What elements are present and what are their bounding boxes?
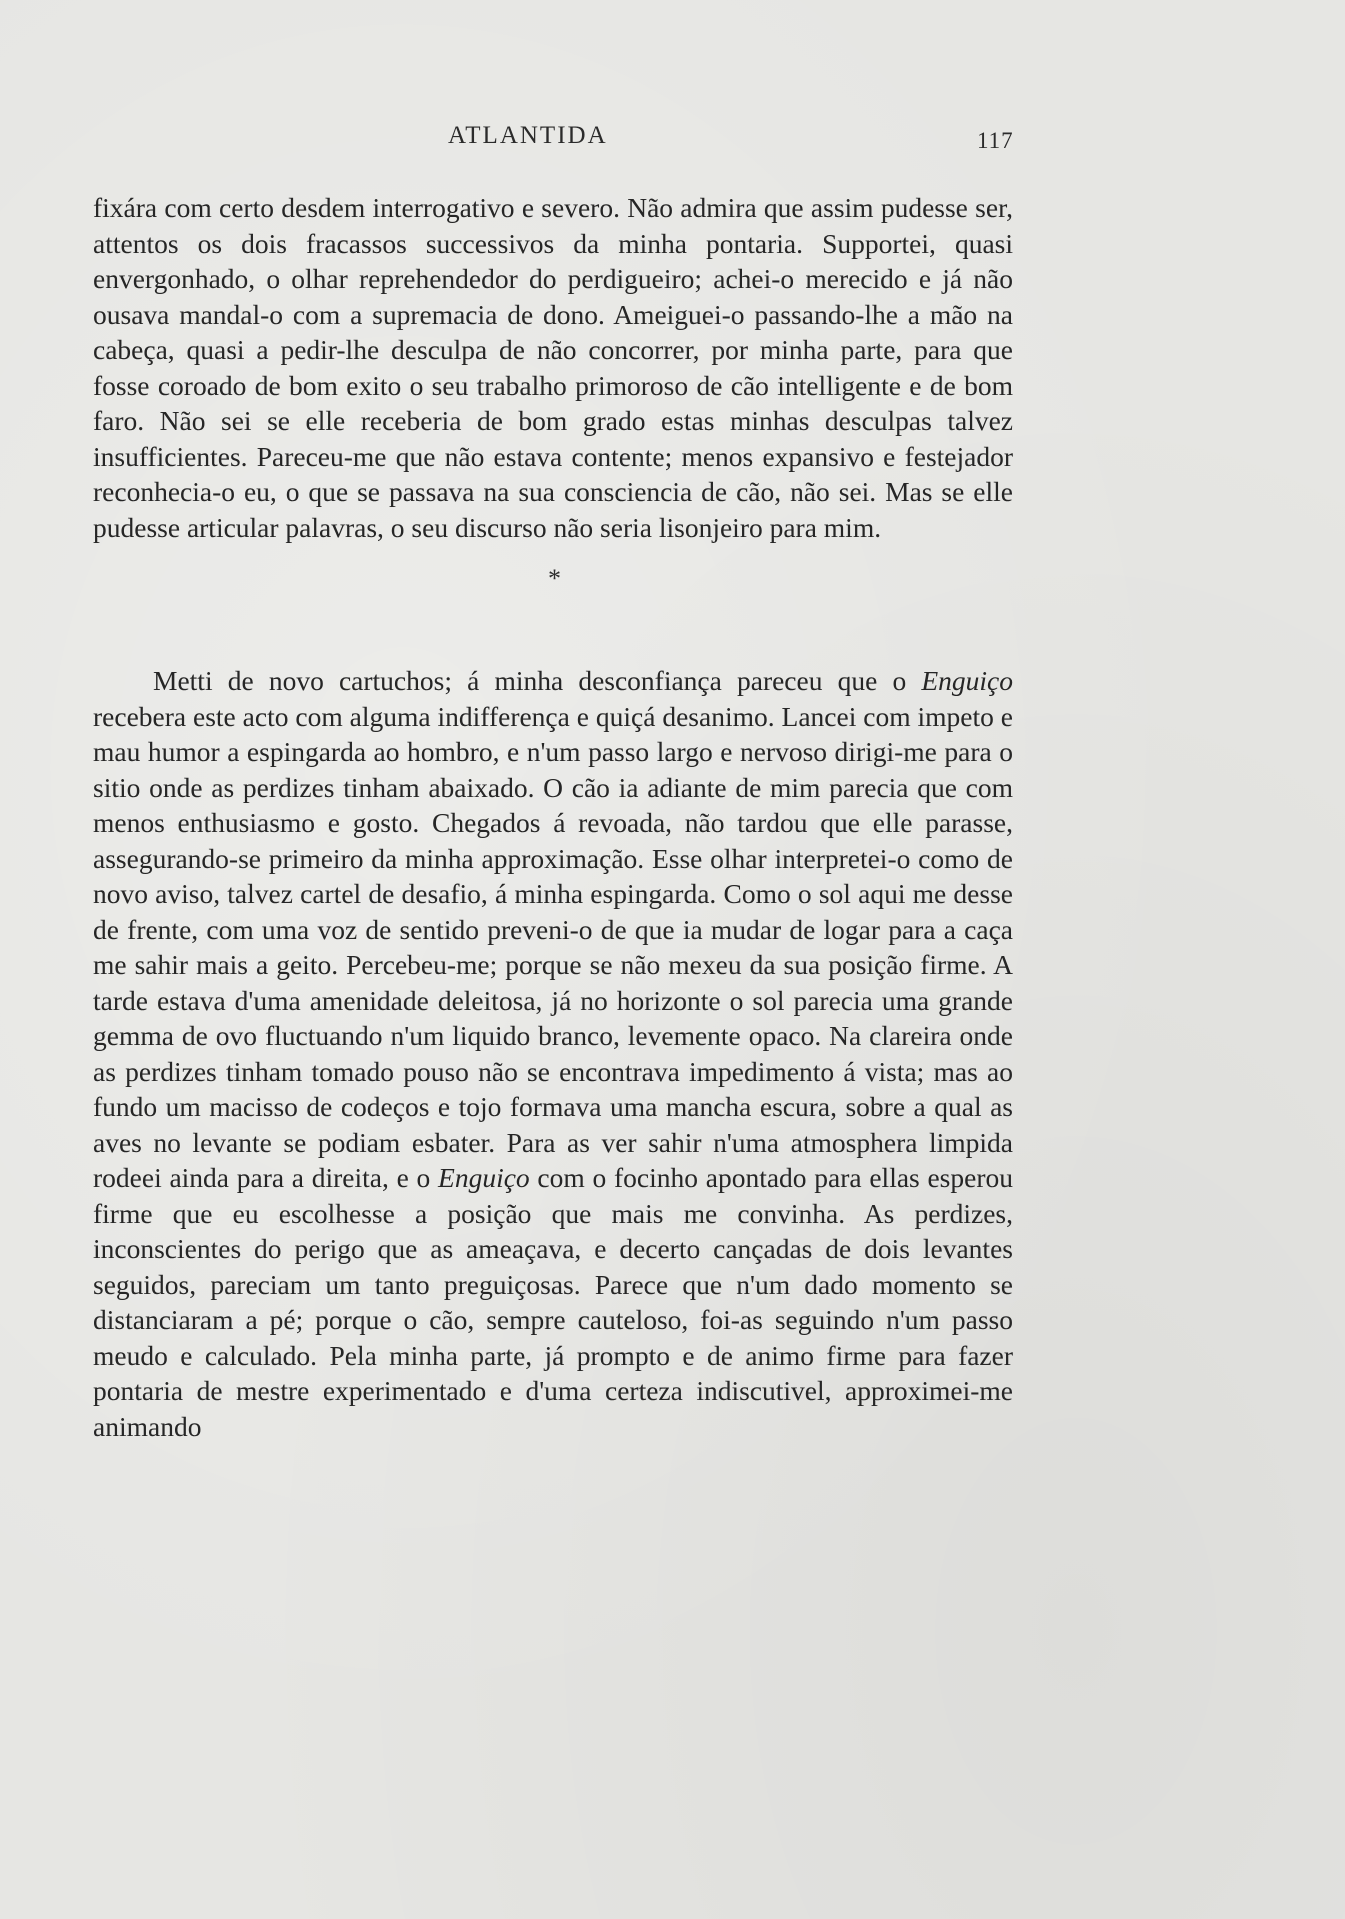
body-text: [93, 190, 1013, 1444]
dog-name-italic: Enguiço: [921, 665, 1013, 696]
dog-name-italic: Enguiço: [438, 1162, 530, 1193]
paragraph-text: recebera este acto com alguma indifferença e quiçá desanimo. Lancei com impeto e mau humor a espingarda ao hombro, e n'um passo largo e nervoso dirigi-me para o sitio onde as perdizes tinham abaixado. O cão ia adiante de mim parecia que com menos enthusiasmo e gosto. Chegados á revoada, não tardou que elle parasse, assegurando-se primeiro da minha approximação. Esse olhar interpretei-o como de novo aviso, talvez cartel de desafio, á minha espingarda. Como o sol aqui me desse de frente, com uma voz de sentido preveni-o de que ia mudar de logar para a caça me sahir mais a geito. Percebeu-me; porque se não mexeu da sua posição firme. A tarde estava d'uma amenidade deleitosa, já no horizonte o sol parecia uma grande gemma de ovo fluctuando n'um liquido branco, levemente opaco. Na clareira onde as perdizes tinham tomado pouso não se encontrava impedimento á vista; mas ao fundo um macisso de codeços e tojo formava uma mancha escura, sobre a qual as aves no levante se podiam esbater. Para as ver sahir n'uma atmosphera limpida rodeei ainda para a direita, e o: [93, 700, 1013, 1193]
paragraph-continued: fixára com certo desdem interrogativo e severo. Não admira que assim pudesse ser, attentos os dois fracassos successivos da minha pontaria. Supportei, quasi envergonhado, o olhar reprehendedor do perdigueiro; achei-o merecido e já não ousava mandal-o com a supremacia de dono. Ameiguei-o passando-lhe a mão na cabeça, quasi a pedir-lhe desculpa de não concorrer, por minha parte, para que fosse coroado de bom exito o seu trabalho primoroso de cão intelligente e de bom faro. Não sei se elle receberia de bom grado estas minhas desculpas talvez insufficientes. Pareceu-me que não estava contente; menos expansivo e festejador reconhecia-o eu, o que se passava na sua consciencia de cão, não sei. Mas se elle pudesse articular palavras, o seu discurso não seria lisonjeiro para mim.: [93, 192, 1013, 543]
running-title: ATLANTIDA: [448, 122, 608, 149]
paragraph-text: com o focinho apontado para ellas esperou firme que eu escolhesse a posição que mais me convinha. As perdizes, inconscientes do perigo que as ameaçava, e decerto cançadas de dois levantes seguidos, pareciam um tanto preguiçosas. Parece que n'um dado momento se distanciaram a pé; porque o cão, sempre cauteloso, foi-as seguindo n'um passo meudo e calculado. Pela minha parte, já prompto e de animo firme para fazer pontaria de mestre experimentado e d'uma certeza indiscutivel, approximei-me animando: [93, 1162, 1013, 1442]
page-number: 117: [977, 128, 1014, 153]
asterisk-ornament: *: [548, 564, 561, 593]
paragraph: [93, 663, 1013, 1444]
paragraph-text: Metti de novo cartuchos; á minha desconfiança pareceu que o: [153, 665, 922, 696]
running-header: [0, 122, 1345, 162]
section-break: [93, 545, 1013, 663]
